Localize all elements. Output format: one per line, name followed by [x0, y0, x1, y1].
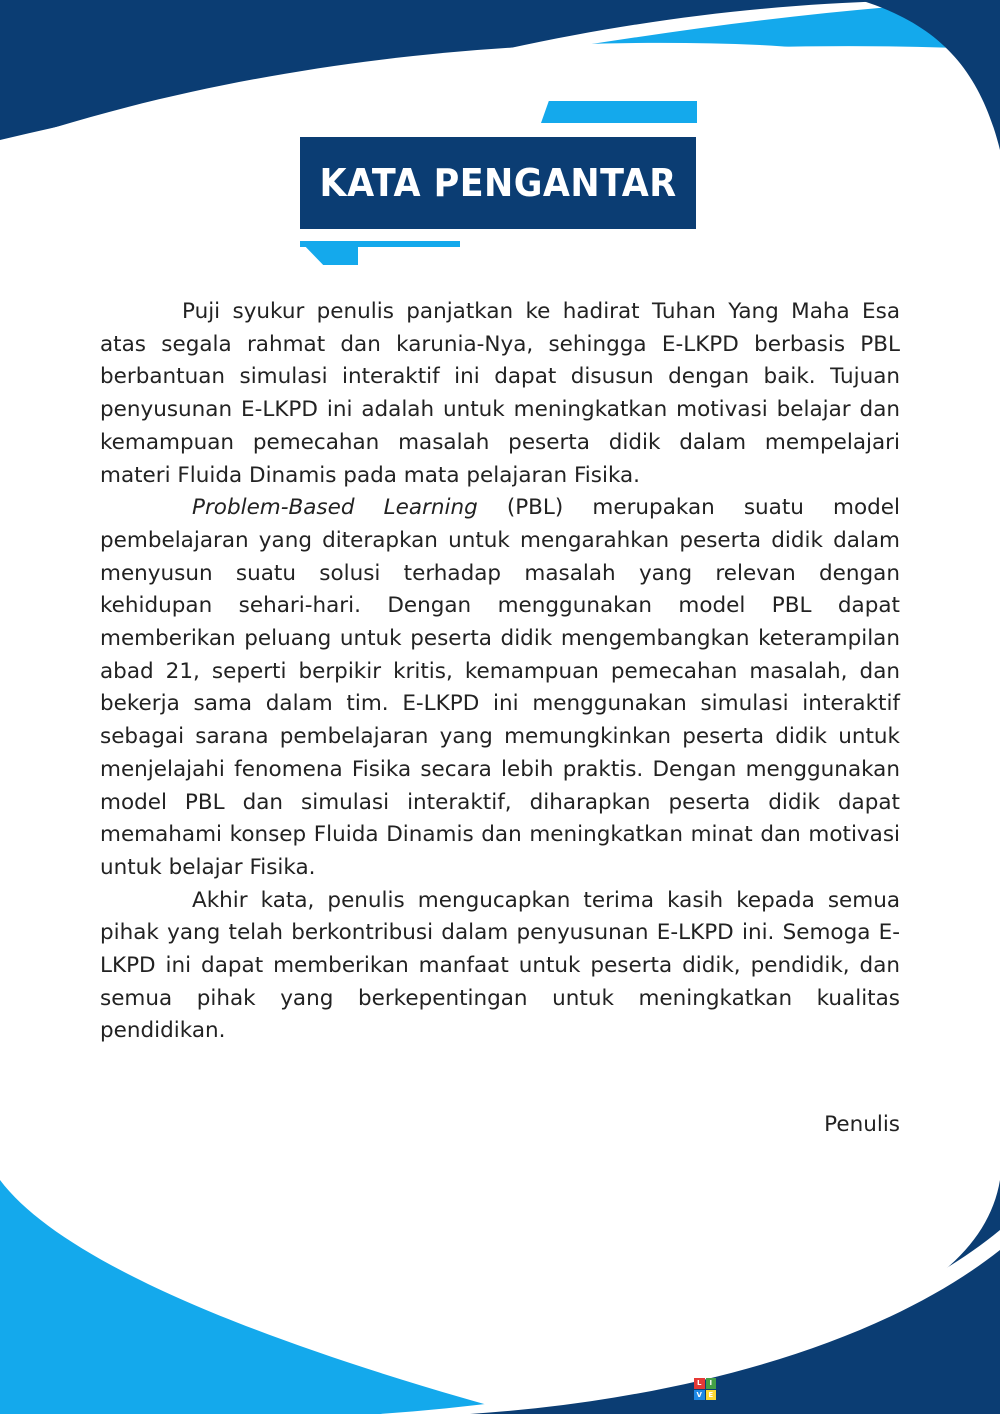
logo-letter-e: E: [706, 1390, 717, 1401]
body-text: [100, 296, 900, 1048]
live-logo: [694, 1378, 716, 1400]
title-box: [300, 137, 696, 229]
paragraph-2: [100, 492, 900, 884]
signature: Penulis: [824, 1112, 900, 1137]
paragraph-2-italic-term: Problem-Based Learning: [192, 495, 478, 521]
logo-letter-l: L: [694, 1378, 705, 1389]
paragraph-1: Puji syukur penulis panjatkan ke hadirat Tuhan Yang Maha Esa atas segala rahmat dan karunia-Nya, sehingga E-LKPD berbasis PBL berbantuan simulasi interaktif ini dapat disusun dengan baik. Tujuan penyusunan E-LKPD ini adalah untuk meningkatkan motivasi belajar dan kemampuan pemecahan masalah peserta didik dalam mempelajari materi Fluida Dinamis pada mata pelajaran Fisika.: [100, 299, 900, 488]
logo-letter-v: V: [694, 1390, 705, 1401]
paragraph-3: Akhir kata, penulis mengucapkan terima kasih kepada semua pihak yang telah berkontribusi dalam penyusunan E-LKPD ini. Semoga E-LKPD ini dapat memberikan manfaat untuk peserta didik, pendidik, dan semua pihak yang berkepentingan untuk meningkatkan kualitas pendidikan.: [100, 887, 900, 1044]
paragraph-2-text: (PBL) merupakan suatu model pembelajaran yang diterapkan untuk mengarahkan peserta didik dalam menyusun suatu solusi terhadap masalah yang relevan dengan kehidupan sehari-hari. Dengan menggunakan model PBL dapat memberikan peluang untuk peserta didik mengembangkan keterampilan abad 21, seperti berpikir kritis, kemampuan pemecahan masalah, dan bekerja sama dalam tim. E-LKPD ini menggunakan simulasi interaktif sebagai sarana pembelajaran yang memungkinkan peserta didik untuk menjelajahi fenomena Fisika secara lebih praktis. Dengan menggunakan model PBL dan simulasi interaktif, diharapkan peserta didik dapat memahami konsep Fluida Dinamis dan meningkatkan minat dan motivasi untuk belajar Fisika.: [100, 495, 900, 880]
title-accent-top: [541, 101, 697, 123]
logo-letter-i: I: [706, 1378, 717, 1389]
page-title: KATA PENGANTAR: [319, 161, 677, 205]
